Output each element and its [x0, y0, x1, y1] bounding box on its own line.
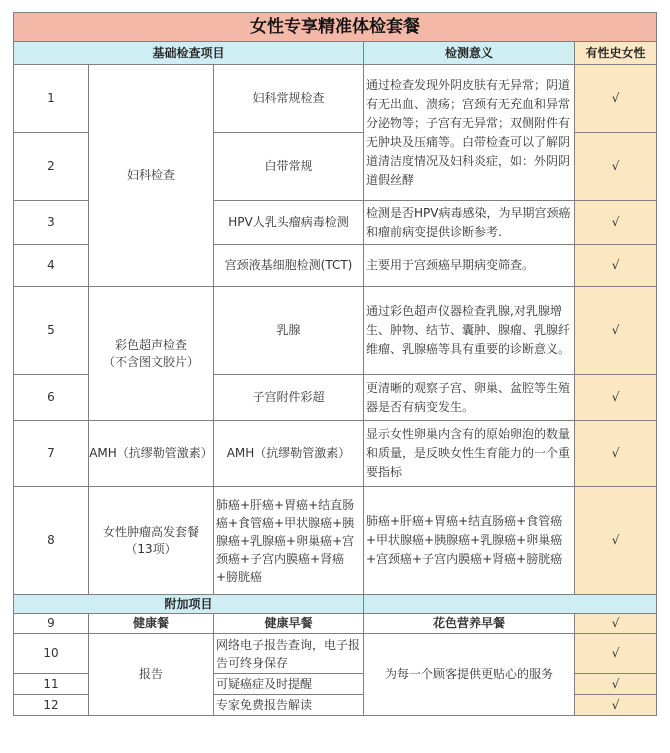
- check-mark: √: [575, 287, 657, 375]
- header-meaning: 检测意义: [364, 42, 575, 65]
- row-number: 2: [14, 133, 89, 201]
- check-mark: √: [575, 634, 657, 674]
- item-name: 白带常规: [214, 133, 364, 201]
- item-name: 肺癌+肝癌+胃癌+结直肠癌+食管癌+甲状腺癌+胰腺癌+乳腺癌+卵巢癌+宫颈癌+子宫内膜癌+肾癌+膀胱癌: [214, 487, 364, 595]
- item-description: 花色营养早餐: [364, 614, 575, 634]
- group-tumor: [89, 487, 214, 595]
- item-name: HPV人乳头瘤病毒检测: [214, 201, 364, 245]
- item-description: 通过彩色超声仪器检查乳腺,对乳腺增生、肿物、结节、囊肿、腺瘤、乳腺纤维瘤、乳腺癌等具有重要的诊断意义。: [364, 287, 575, 375]
- row-number: 3: [14, 201, 89, 245]
- checkup-table: [13, 12, 657, 716]
- row-number: 10: [14, 634, 89, 674]
- item-description: 显示女性卵巢内含有的原始卵泡的数量和质量，是反映女性生育能力的一个重要指标: [364, 421, 575, 487]
- check-mark: √: [575, 375, 657, 421]
- row-number: 4: [14, 245, 89, 287]
- table-row: [14, 487, 657, 595]
- group-gynecology: 妇科检查: [89, 65, 214, 287]
- check-mark: √: [575, 133, 657, 201]
- check-mark: √: [575, 614, 657, 634]
- page-title: 女性专享精准体检套餐: [14, 13, 657, 42]
- check-mark: √: [575, 245, 657, 287]
- row-number: 11: [14, 674, 89, 695]
- group-amh: AMH（抗缪勒管激素）: [89, 421, 214, 487]
- group-report: 报告: [89, 634, 214, 716]
- row-number: 6: [14, 375, 89, 421]
- check-mark: √: [575, 695, 657, 716]
- item-name: 健康早餐: [214, 614, 364, 634]
- item-description: 检测是否HPV病毒感染，为早期宫颈癌和瘤前病变提供诊断参考.: [364, 201, 575, 245]
- addon-header: 附加项目: [14, 595, 364, 614]
- row-number: 5: [14, 287, 89, 375]
- item-name: 网络电子报告查询，电子报告可终身保存: [214, 634, 364, 674]
- item-description: 为每一个顾客提供更贴心的服务: [364, 634, 575, 716]
- item-description: 更清晰的观察子宫、卵巢、盆腔等生殖器是否有病变发生。: [364, 375, 575, 421]
- group-ultrasound-line1: 彩色超声检查: [114, 337, 187, 352]
- item-description: 主要用于宫颈癌早期病变筛查。: [364, 245, 575, 287]
- check-mark: √: [575, 487, 657, 595]
- row-number: 7: [14, 421, 89, 487]
- item-description: 通过检查发现外阴皮肤有无异常；阴道有无出血、溃疡；宫颈有无充血和异常分泌物等；子宫有无异常；双侧附件有无肿块及压痛等。白带检查可以了解阴道清洁度情况及妇科炎症，如：外阴阴道假丝酵: [364, 65, 575, 201]
- package-sheet: [13, 12, 657, 716]
- check-mark: √: [575, 421, 657, 487]
- group-tumor-line1: 女性肿瘤高发套餐: [102, 524, 199, 539]
- table-row: [14, 634, 657, 674]
- addon-header-blank: [364, 595, 657, 614]
- item-name: 专家免费报告解读: [214, 695, 364, 716]
- group-tumor-line2: （13项）: [125, 541, 177, 556]
- row-number: 1: [14, 65, 89, 133]
- item-name: 子宫附件彩超: [214, 375, 364, 421]
- item-name: AMH（抗缪勒管激素）: [214, 421, 364, 487]
- header-basic-items: 基础检查项目: [14, 42, 364, 65]
- table-row: [14, 287, 657, 375]
- item-name: 乳腺: [214, 287, 364, 375]
- table-row: [14, 65, 657, 133]
- header-married-women: 有性史女性: [575, 42, 657, 65]
- row-number: 9: [14, 614, 89, 634]
- check-mark: √: [575, 65, 657, 133]
- item-name: 宫颈液基细胞检测(TCT): [214, 245, 364, 287]
- item-description: 肺癌+肝癌+胃癌+结直肠癌+食管癌+甲状腺癌+胰腺癌+乳腺癌+卵巢癌+宫颈癌+子宫内膜癌+肾癌+膀胱癌: [364, 487, 575, 595]
- item-name: 可疑癌症及时提醒: [214, 674, 364, 695]
- group-meal: 健康餐: [89, 614, 214, 634]
- row-number: 8: [14, 487, 89, 595]
- table-row: [14, 614, 657, 634]
- check-mark: √: [575, 201, 657, 245]
- group-ultrasound: [89, 287, 214, 421]
- table-row: [14, 421, 657, 487]
- group-ultrasound-line2: （不含图文胶片）: [102, 354, 199, 369]
- check-mark: √: [575, 674, 657, 695]
- row-number: 12: [14, 695, 89, 716]
- item-name: 妇科常规检查: [214, 65, 364, 133]
